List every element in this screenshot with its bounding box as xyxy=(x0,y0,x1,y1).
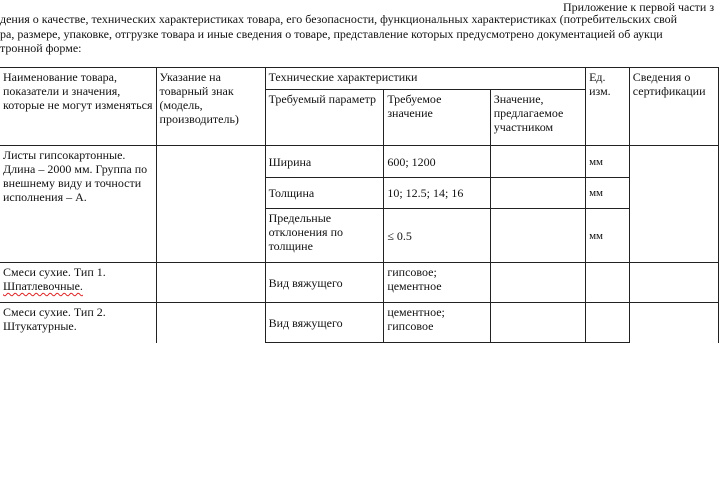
required-cell: цементное; гипсовое xyxy=(384,303,490,343)
header-param: Требуемый параметр xyxy=(265,90,384,146)
param-cell: Вид вяжущего xyxy=(265,263,384,303)
cert-cell[interactable] xyxy=(629,263,718,303)
param-cell: Толщина xyxy=(265,178,384,209)
trademark-cell[interactable] xyxy=(156,146,265,263)
required-cell: 600; 1200 xyxy=(384,146,490,178)
intro-line: тронной форме: xyxy=(0,41,82,55)
header-offered: Значение, предлагаемое участником xyxy=(490,90,585,146)
required-cell: гипсовое; цементное xyxy=(384,263,490,303)
required-cell: 10; 12.5; 14; 16 xyxy=(384,178,490,209)
product-name-line: Шпатлевочные. xyxy=(3,279,83,293)
param-cell: Предельные отклонения по толщине xyxy=(265,209,384,263)
header-tech: Технические характеристики xyxy=(265,68,586,90)
header-required: Требуемое значение xyxy=(384,90,490,146)
param-cell: Вид вяжущего xyxy=(265,303,384,343)
required-cell: ≤ 0.5 xyxy=(384,209,490,263)
unit-cell: мм xyxy=(586,178,630,209)
header-name: Наименование товара, показатели и значения, которые не могут изменяться xyxy=(0,68,156,146)
intro-line: дения о качестве, технических характеристиках товара, его безопасности, функциональных характеристиках (потребительских свой xyxy=(0,12,678,26)
cert-cell[interactable] xyxy=(629,146,718,263)
product-name-line: Смеси сухие. Тип 1. xyxy=(3,265,106,279)
appendix-header: Приложение к первой части з xyxy=(563,0,715,14)
header-cert: Сведения о сертификации xyxy=(629,68,718,146)
product-name xyxy=(0,263,156,303)
product-name: Листы гипсокартонные. Длина – 2000 мм. Группа по внешнему виду и точности исполнения – А. xyxy=(0,146,156,263)
unit-cell xyxy=(586,263,630,303)
offered-cell[interactable] xyxy=(490,209,585,263)
unit-cell: мм xyxy=(586,209,630,263)
specification-table xyxy=(0,67,719,343)
unit-cell: мм xyxy=(586,146,630,178)
intro-line: ра, размере, упаковке, отгрузке товара и иные сведения о товаре, представление которых предусмотрено документацией об аукци xyxy=(0,26,663,41)
unit-cell xyxy=(586,303,630,343)
trademark-cell[interactable] xyxy=(156,263,265,303)
offered-cell[interactable] xyxy=(490,263,585,303)
param-cell: Ширина xyxy=(265,146,384,178)
header-unit: Ед. изм. xyxy=(586,68,630,146)
offered-cell[interactable] xyxy=(490,178,585,209)
cert-cell[interactable] xyxy=(629,303,718,343)
intro-paragraph xyxy=(0,12,720,56)
trademark-cell[interactable] xyxy=(156,303,265,343)
header-trademark: Указание на товарный знак (модель, производитель) xyxy=(156,68,265,146)
offered-cell[interactable] xyxy=(490,146,585,178)
offered-cell[interactable] xyxy=(490,303,585,343)
product-name: Смеси сухие. Тип 2. Штукатурные. xyxy=(0,303,156,343)
